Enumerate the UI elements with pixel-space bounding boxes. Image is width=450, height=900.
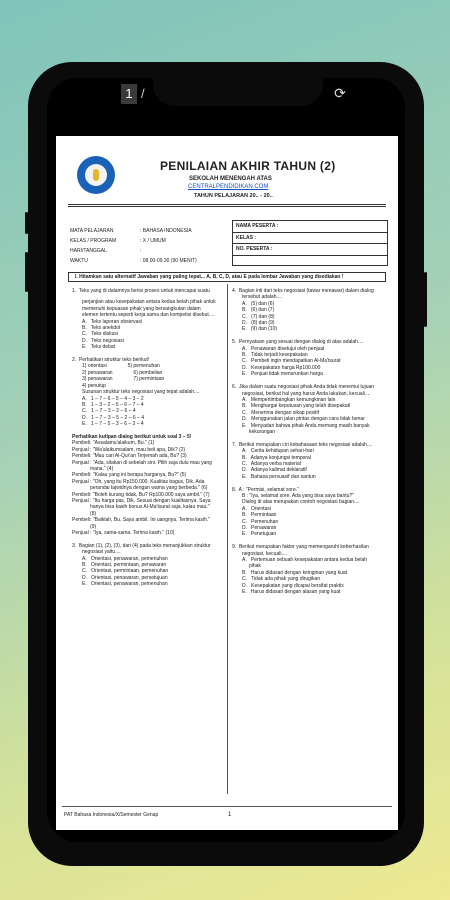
question-line: 4. Bagian inti dari teks negosiasi (tawar menawar) dalam dialog bbox=[232, 288, 374, 294]
question-line: Pembeli: "Mau cari Al-Qur'an Terjemah ada, Bu? (3) bbox=[72, 453, 187, 460]
question-line: A. (5) dan (6) bbox=[242, 300, 275, 307]
question-line: D. Kesepakatan yang dicapai bersifat praktis bbox=[242, 582, 344, 589]
question-line: Pembeli: "Boleh kurang tidak, Bu? Rp100.000 saya ambil." (7) bbox=[72, 491, 210, 498]
participant-row: KELAS : bbox=[233, 233, 387, 245]
doc-title: PENILAIAN AKHIR TAHUN (2) bbox=[160, 159, 336, 173]
question-line: Penjual : "Ada, silakan di sebelah sini. Pilih saja dulu mau yang bbox=[72, 459, 212, 466]
question-line: A. Cerita kehidupan sehari-hari bbox=[242, 448, 314, 455]
page-number-input[interactable]: 1 bbox=[121, 84, 137, 104]
question-line: C. Menerima dengan sikap positif bbox=[242, 409, 319, 416]
question-line: 3. Bagian (1), (2), (3), dan (4) pada teks menunjukkan struktur bbox=[72, 542, 211, 549]
question-line: B. (6) dan (7) bbox=[242, 307, 275, 314]
question-line: perandai tajwidnya dengan warna yang berbeda." (6) bbox=[72, 485, 208, 492]
question-line: E. Penjual tidak menurunkan harga bbox=[242, 371, 323, 378]
question-line: B. 1 – 3 – 2 – 5 – 6 – 7 – 4 bbox=[82, 401, 144, 408]
question-line: E. Bahasa persuasif dan santun bbox=[242, 473, 316, 480]
question-line: D. 1 – 7 – 3 – 5 – 2 – 6 – 4 bbox=[82, 414, 144, 421]
question-line: hanya bisa kasih bonus Al-Ma'tsurat saja, kalau mau." bbox=[72, 504, 210, 511]
question-line: 3) penawaran 7) permintaan bbox=[82, 376, 165, 383]
question-line: B. Menghargai keputusan yang telah disepakati bbox=[242, 403, 351, 410]
question-line: negosiasi, berikut hal yang harus Anda lakukan, kecuali.... bbox=[242, 390, 371, 397]
question-line: D. Kesepakatan harga Rp100.000 bbox=[242, 364, 321, 371]
question-line: D. (8) dan (9) bbox=[242, 320, 275, 327]
question-line: B. Teks anekdot bbox=[82, 325, 121, 332]
question-line: C. Orientasi, permintaan, pemenuhan bbox=[82, 568, 169, 575]
question-line: Penjual : "Oh, yang itu Rp150.000. Kualitas bagus, Dik. Ada bbox=[72, 478, 205, 485]
question-line: 2. Perhatikan struktur teks berikut! bbox=[72, 357, 150, 364]
question-line: A. 1 – 7 – 6 – 5 – 4 – 3 – 2 bbox=[82, 395, 144, 402]
question-line: Penjual : "Iya, sama-sama. Terima kasih." (10) bbox=[72, 530, 175, 537]
instruction-box: I. Hitamkan satu alternatif Jawaban yang paling tepat... A, B, C, D, atau E pada lembar Jawaban yang disediakan ! bbox=[68, 272, 386, 282]
meta-value: : X / UMUM bbox=[140, 238, 166, 244]
question-line: 1) orientasi 5) pemenuhan bbox=[82, 363, 160, 370]
question-line: 5. Pernyataan yang sesuai dengan dialog di atas adalah.... bbox=[232, 339, 364, 346]
meta-key: HARI/TANGGAL bbox=[70, 248, 107, 254]
question-line: E. Orientasi, penawaran, pemenuhan bbox=[82, 581, 168, 588]
question-line: C. Pembeli ingin mendapatkan Al-Ma'tsurat bbox=[242, 358, 341, 365]
question-line: Pembeli: "Assalamu'alaikum, Bu." (1) bbox=[72, 440, 155, 447]
question-line: kekurangan bbox=[242, 428, 276, 435]
school-logo bbox=[77, 156, 115, 194]
meta-key: KELAS / PROGRAM bbox=[70, 238, 117, 244]
question-line: C. 1 – 7 – 3 – 2 – 6 – 4 bbox=[82, 408, 136, 415]
question-line: A. Pertemuan sebuah kesepakatan antara kedua belah bbox=[242, 557, 368, 564]
question-line: pihak bbox=[242, 563, 261, 570]
question-line: D. Orientasi, penawaran, persetujuan bbox=[82, 574, 168, 581]
question-line: tersebut adalah.... bbox=[242, 294, 283, 301]
header-divider bbox=[68, 204, 386, 205]
question-line: A. Orientasi bbox=[242, 505, 271, 512]
doc-tahun: TAHUN PELAJARAN 20.. - 20.. bbox=[194, 193, 273, 199]
side-button bbox=[424, 272, 427, 327]
question-line: E. (9) dan (10) bbox=[242, 326, 278, 333]
meta-value: : 08.00-09.30 (90 MENIT) bbox=[140, 258, 197, 264]
question-line: elemen tertentu seperti kerja sama dan kompetisi disebut.... bbox=[82, 312, 215, 319]
question-line: E. Penetujuan bbox=[242, 531, 277, 538]
question-line: B. Permintaan bbox=[242, 512, 277, 519]
meta-key: WAKTU bbox=[70, 258, 88, 264]
question-line: C. Teks diskusi bbox=[82, 331, 119, 338]
camera-notch bbox=[153, 78, 323, 106]
question-line: B : "Iya, selamat sore. Ada yang bisa saya bantu?" bbox=[242, 493, 354, 499]
question-line: 2) penawaran 6) pembelian bbox=[82, 369, 163, 376]
question-line: D. Penawaran bbox=[242, 525, 277, 532]
page-separator: / bbox=[141, 86, 145, 101]
right-column bbox=[232, 288, 392, 596]
question-line: D. Menggunakan jalan pintas dengan cara tidak benar bbox=[242, 416, 365, 423]
column-divider bbox=[227, 284, 228, 794]
question-line: A. Teks laporan observasi bbox=[82, 318, 142, 325]
side-button bbox=[25, 252, 28, 292]
meta-key: MATA PELAJARAN bbox=[70, 228, 114, 234]
question-line: E. Teks debat bbox=[82, 344, 115, 351]
footer-rule bbox=[62, 806, 392, 807]
question-line: A. Orientasi, penawaran, pemenuhan bbox=[82, 555, 168, 562]
question-line: C. Pemenuhan bbox=[242, 518, 279, 525]
exam-meta bbox=[70, 226, 230, 266]
question-line: C. Tidak ada pihak yang dirugikan bbox=[242, 576, 321, 583]
question-line: E. 1 – 7 – 5 – 3 – 6 – 2 – 4 bbox=[82, 421, 144, 428]
question-line: (8) bbox=[72, 510, 97, 517]
doc-link[interactable]: CENTRALPENDIDIKAN.COM bbox=[188, 184, 269, 190]
question-line: 1. Teks yang di dalamnya berisi proses untuk mencapai suatu bbox=[72, 288, 210, 294]
doc-subtitle: SEKOLAH MENENGAH ATAS bbox=[189, 176, 272, 182]
question-line: 7. Berikut merupakan ciri kebahasaan teks negosiasi adalah.... bbox=[232, 441, 373, 448]
question-line: Dialog di atas merupakan contoh negosiasi bagian.... bbox=[242, 499, 360, 506]
question-line: B. Harus didasari dengan keinginan yang kuat bbox=[242, 569, 348, 576]
participant-table bbox=[232, 220, 388, 266]
question-line: Susunan struktur teks negosiasi yang tepat adalah.... bbox=[82, 389, 200, 396]
phone-frame bbox=[28, 62, 424, 866]
question-line: D. Adanya kalimat deklaratif bbox=[242, 467, 307, 474]
footer-page-number: 1 bbox=[228, 812, 232, 818]
question-line: memenuhi kepuasan pihak yang bersangkutan dalam bbox=[82, 305, 201, 312]
footer-text: PAT Bahasa Indonesia/X/Semester Genap bbox=[64, 812, 159, 818]
question-line: negosiasi yaitu.... bbox=[82, 549, 121, 556]
participant-row: NAMA PESERTA : bbox=[233, 221, 387, 233]
question-line: 8. A : "Permisi, selamat sore." bbox=[232, 486, 299, 493]
left-column bbox=[72, 288, 224, 588]
participant-row bbox=[233, 256, 387, 268]
question-line: B. Orientasi, permintaan, penawaran bbox=[82, 562, 167, 569]
question-line: C. Adanya verba material bbox=[242, 460, 301, 467]
question-line: Perhatikan kutipan dialog berikut untuk soal 3 – 5! bbox=[72, 433, 192, 440]
question-line: perjanjian atau kesepakatan antara kedua belah pihak untuk bbox=[82, 299, 216, 306]
meta-value: : BAHASA INDONESIA bbox=[140, 228, 192, 234]
question-line: 9. Berikut merupakan faktor yang memengaruhi keberhasilan bbox=[232, 544, 369, 551]
question-line: B. Adanya konjungsi temporal bbox=[242, 454, 311, 461]
side-button bbox=[25, 212, 28, 234]
question-line: Penjual : "Itu harga pas, Dik. Sesuai dengan kualitasnya. Saya bbox=[72, 498, 211, 504]
question-line: 4) penutup bbox=[82, 382, 106, 389]
question-line: A. Mempertimbangkan kemungkinan lain bbox=[242, 396, 336, 403]
phone-screen bbox=[47, 78, 405, 842]
question-line: C. (7) dan (8) bbox=[242, 313, 275, 320]
question-line: mana." (4) bbox=[72, 465, 114, 472]
question-line: Penjual : "Wa'alaikumsalam, mau beli apa, Dik? (2) bbox=[72, 446, 186, 453]
question-line: (9) bbox=[72, 523, 97, 530]
header-divider bbox=[68, 206, 386, 207]
question-line: A. Penawaran disetujui oleh penjual bbox=[242, 345, 325, 352]
question-line: negosiasi, kecuali.... bbox=[242, 550, 288, 557]
question-line: 6. Jika dalam suatu negosiasi pihak Anda tidak menemui tujuan bbox=[232, 384, 375, 391]
question-line: E. Harus didasari dengan alasan yang kuat bbox=[242, 589, 341, 596]
question-line: D. Teks negosiasi bbox=[82, 337, 124, 344]
question-line: Pembeli: "Baiklah, Bu. Saya ambil. Ini uangnya. Terima kasih." bbox=[72, 517, 210, 524]
pdf-page[interactable] bbox=[56, 136, 398, 830]
participant-row: NO. PESERTA : bbox=[233, 244, 387, 256]
question-line: Pembeli: "Kalau yang ini berapa harganya, Bu?" (5) bbox=[72, 472, 187, 479]
meta-value: : bbox=[140, 248, 142, 254]
question-line: B. Tidak terjadi kesepakatan bbox=[242, 352, 308, 359]
rotate-icon[interactable]: ⟳ bbox=[334, 85, 346, 101]
question-line: E. Menyadari bahwa pihak Anda memang masih banyak bbox=[242, 422, 370, 429]
